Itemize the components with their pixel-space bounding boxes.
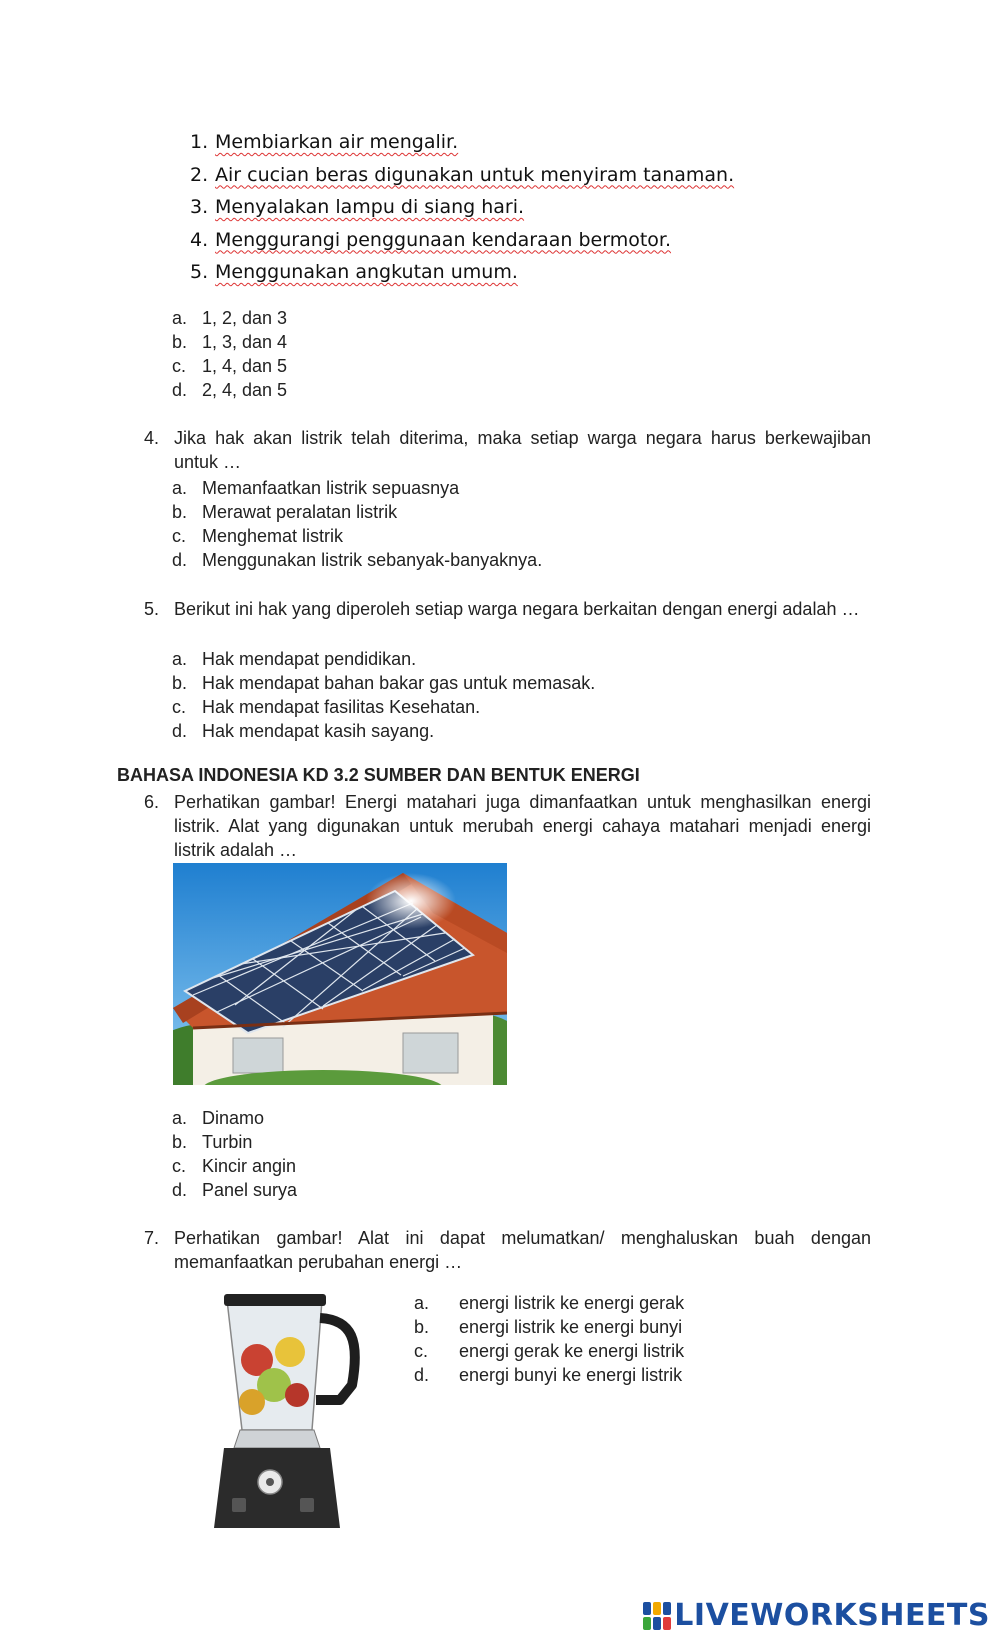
- logo-text: LIVEWORKSHEETS: [674, 1598, 990, 1633]
- liveworksheets-logo[interactable]: [643, 1598, 990, 1633]
- question-text: Perhatikan gambar! Energi matahari juga dimanfaatkan untuk menghasilkan energi listrik. Alat yang digunakan untuk merubah energi cahaya matahari menjadi energi listrik adalah …: [174, 792, 871, 860]
- statement-item: 4. Menggurangi penggunaan kendaraan bermotor.: [190, 228, 672, 251]
- answer-option-c[interactable]: c. Hak mendapat fasilitas Kesehatan.: [172, 697, 481, 717]
- question-5: [144, 597, 871, 621]
- q7-options: [414, 1291, 684, 1387]
- answer-option-a[interactable]: a. Dinamo: [172, 1108, 265, 1128]
- answer-option-d[interactable]: d. Menggunakan listrik sebanyak-banyaknya.: [172, 550, 543, 570]
- answer-option-a[interactable]: a. Hak mendapat pendidikan.: [172, 649, 417, 669]
- q5-options: [172, 647, 595, 743]
- answer-option-d[interactable]: d. Hak mendapat kasih sayang.: [172, 721, 435, 741]
- answer-option-d[interactable]: d. 2, 4, dan 5: [172, 380, 288, 400]
- q3-options: [172, 306, 287, 402]
- question-7: [144, 1226, 871, 1274]
- answer-option-b[interactable]: b. Merawat peralatan listrik: [172, 502, 398, 522]
- logo-grid-icon: [643, 1602, 671, 1630]
- statement-item: 2. Air cucian beras digunakan untuk menyiram tanaman.: [190, 163, 735, 186]
- answer-option-a[interactable]: a. energi listrik ke energi gerak: [414, 1293, 685, 1313]
- answer-option-a[interactable]: a. 1, 2, dan 3: [172, 308, 288, 328]
- statement-list: [190, 126, 734, 289]
- question-6: [144, 790, 871, 862]
- question-number: 4.: [144, 428, 160, 448]
- answer-option-c[interactable]: c. Kincir angin: [172, 1156, 297, 1176]
- statement-item: 5. Menggunakan angkutan umum.: [190, 261, 518, 283]
- answer-option-a[interactable]: a. Memanfaatkan listrik sepuasnya: [172, 478, 460, 498]
- question-number: 5.: [144, 599, 160, 619]
- section-heading: BAHASA INDONESIA KD 3.2 SUMBER DAN BENTUK ENERGI: [117, 765, 640, 785]
- question-text: Perhatikan gambar! Alat ini dapat melumatkan/ menghaluskan buah dengan memanfaatkan perubahan energi …: [174, 1228, 871, 1272]
- question-text: Berikut ini hak yang diperoleh setiap warga negara berkaitan dengan energi adalah …: [174, 599, 860, 619]
- solar-panel-image: [173, 863, 507, 1085]
- answer-option-d[interactable]: d. energi bunyi ke energi listrik: [414, 1365, 683, 1385]
- blender-image: [212, 1290, 367, 1530]
- q4-options: [172, 476, 542, 572]
- answer-option-b[interactable]: b. Turbin: [172, 1132, 253, 1152]
- question-number: 6.: [144, 792, 160, 812]
- question-text: Jika hak akan listrik telah diterima, maka setiap warga negara harus berkewajiban untuk …: [174, 428, 871, 472]
- question-number: 7.: [144, 1228, 160, 1248]
- statement-item: 3. Menyalakan lampu di siang hari.: [190, 196, 525, 218]
- answer-option-b[interactable]: b. 1, 3, dan 4: [172, 332, 288, 352]
- answer-option-b[interactable]: b. Hak mendapat bahan bakar gas untuk memasak.: [172, 673, 596, 693]
- answer-option-d[interactable]: d. Panel surya: [172, 1180, 298, 1200]
- answer-option-c[interactable]: c. energi gerak ke energi listrik: [414, 1341, 685, 1361]
- statement-item: 1. Membiarkan air mengalir.: [190, 131, 459, 153]
- answer-option-c[interactable]: c. Menghemat listrik: [172, 526, 344, 546]
- question-4: [144, 426, 871, 474]
- answer-option-b[interactable]: b. energi listrik ke energi bunyi: [414, 1317, 683, 1337]
- q6-options: [172, 1106, 297, 1202]
- answer-option-c[interactable]: c. 1, 4, dan 5: [172, 356, 288, 376]
